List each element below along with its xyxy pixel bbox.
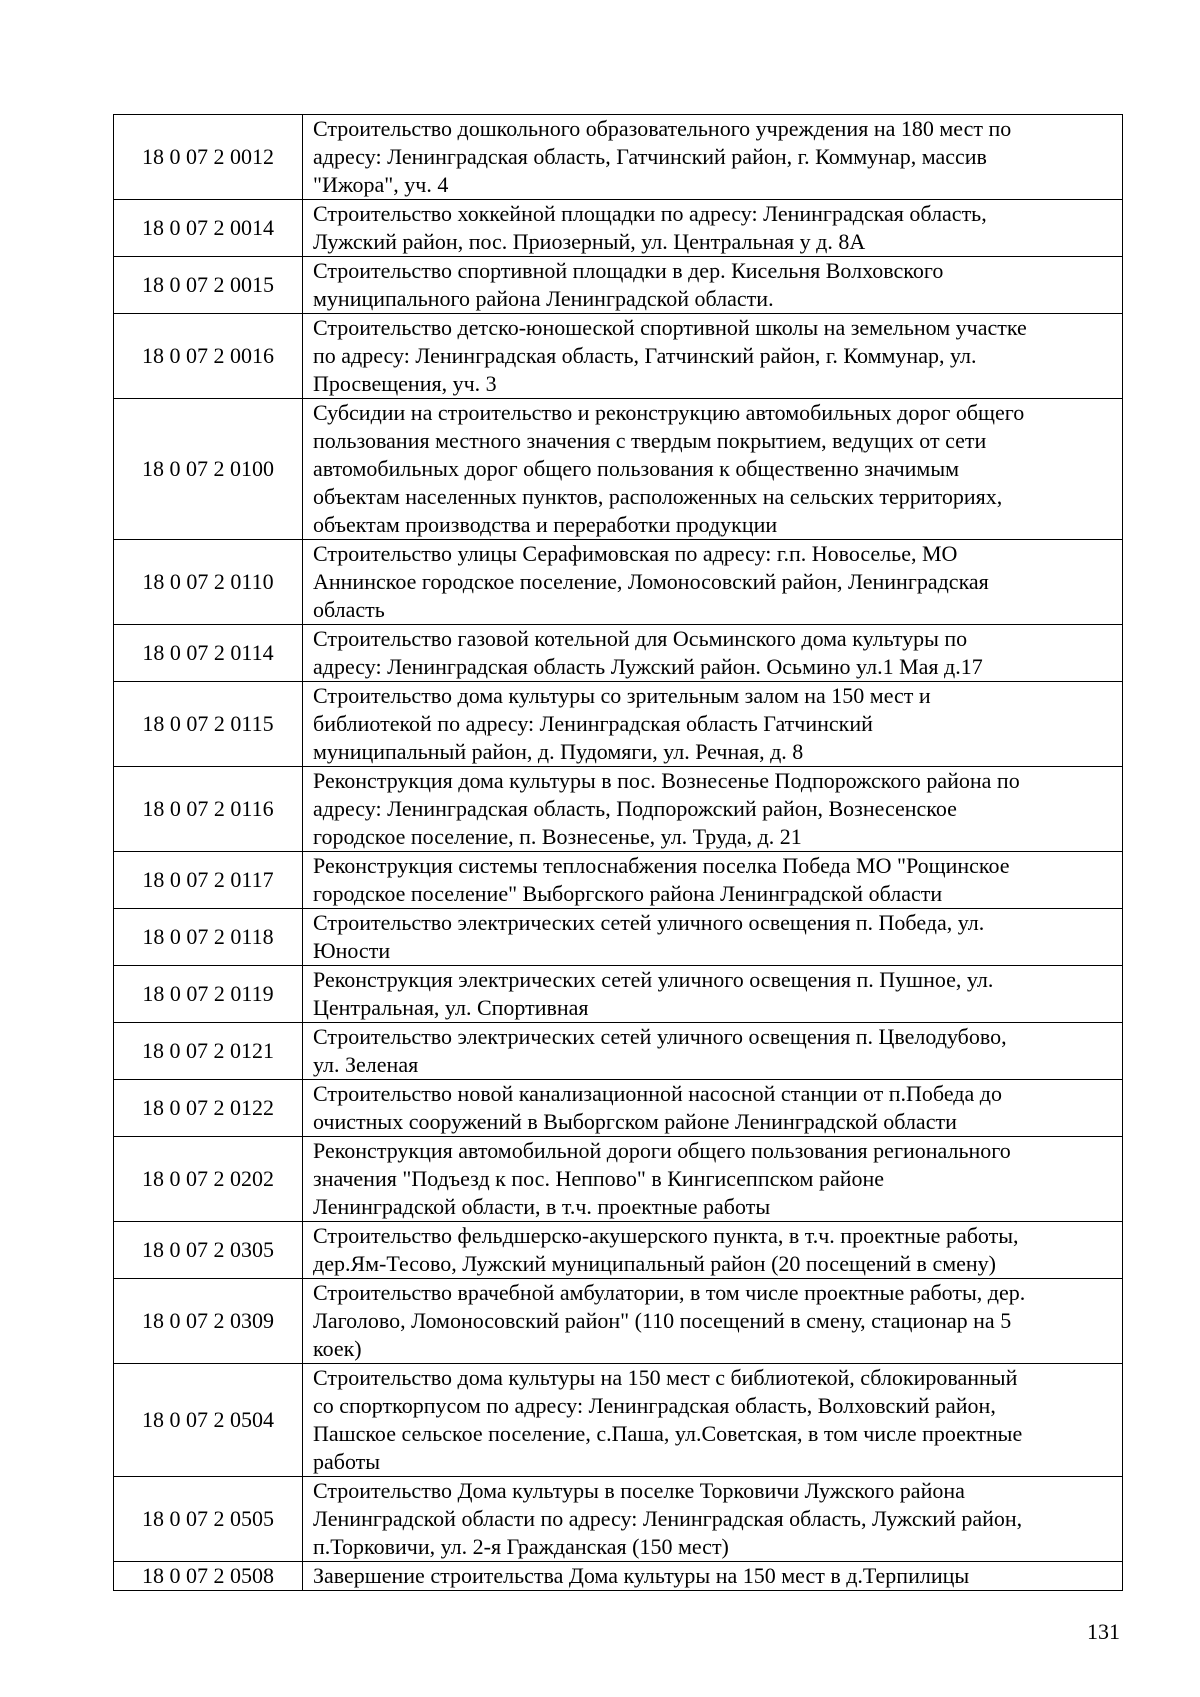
description-line: Ленинградской области, в т.ч. проектные работы	[313, 1194, 771, 1219]
description-cell	[303, 115, 1123, 200]
page-number: 131	[1087, 1619, 1120, 1644]
description-cell	[303, 314, 1123, 399]
description-cell	[303, 1562, 1123, 1591]
description-line: ул. Зеленая	[313, 1052, 419, 1077]
description-line: Лужский район, пос. Приозерный, ул. Центральная у д. 8А	[313, 229, 866, 254]
description-line: Строительство хоккейной площадки по адресу: Ленинградская область,	[313, 201, 987, 226]
budget-code-cell: 18 0 07 2 0504	[114, 1364, 303, 1477]
table-row	[114, 1023, 1123, 1080]
table-row	[114, 540, 1123, 625]
description-line: Реконструкция системы теплоснабжения поселка Победа МО "Рощинское	[313, 853, 1010, 878]
description-line: коек)	[313, 1336, 362, 1361]
description-line: объектам населенных пунктов, расположенных на сельских территориях,	[313, 484, 1003, 509]
description-line: Лаголово, Ломоносовский район" (110 посещений в смену, стационар на 5	[313, 1308, 1012, 1333]
description-line: Реконструкция электрических сетей уличного освещения п. Пушное, ул.	[313, 967, 994, 992]
description-line: Завершение строительства Дома культуры на 150 мест в д.Терпилицы	[313, 1563, 970, 1588]
description-line: Строительство Дома культуры в поселке Торковичи Лужского района	[313, 1478, 965, 1503]
description-line: городское поселение, п. Вознесенье, ул. Труда, д. 21	[313, 824, 802, 849]
table-row	[114, 399, 1123, 540]
table-row	[114, 257, 1123, 314]
description-line: адресу: Ленинградская область, Гатчинский район, г. Коммунар, массив	[313, 144, 987, 169]
description-cell	[303, 1279, 1123, 1364]
description-line: автомобильных дорог общего пользования к общественно значимым	[313, 456, 960, 481]
budget-code-cell: 18 0 07 2 0119	[114, 966, 303, 1023]
budget-code-cell: 18 0 07 2 0508	[114, 1562, 303, 1591]
description-line: Строительство дома культуры со зрительным залом на 150 мест и	[313, 683, 931, 708]
description-line: очистных сооружений в Выборгском районе Ленинградской области	[313, 1109, 957, 1134]
table-row	[114, 1364, 1123, 1477]
description-line: Субсидии на строительство и реконструкцию автомобильных дорог общего	[313, 400, 1025, 425]
description-line: значения "Подъезд к пос. Неппово" в Кингисеппском районе	[313, 1166, 885, 1191]
description-line: Строительство детско-юношеской спортивной школы на земельном участке	[313, 315, 1027, 340]
table-row	[114, 200, 1123, 257]
description-line: муниципальный район, д. Пудомяги, ул. Речная, д. 8	[313, 739, 804, 764]
budget-code-cell: 18 0 07 2 0014	[114, 200, 303, 257]
budget-code-cell: 18 0 07 2 0121	[114, 1023, 303, 1080]
description-cell	[303, 852, 1123, 909]
table-row	[114, 1222, 1123, 1279]
description-cell	[303, 909, 1123, 966]
description-line: п.Торковичи, ул. 2-я Гражданская (150 мест)	[313, 1534, 729, 1559]
budget-code-cell: 18 0 07 2 0116	[114, 767, 303, 852]
description-line: со спорткорпусом по адресу: Ленинградская область, Волховский район,	[313, 1393, 996, 1418]
description-cell	[303, 1222, 1123, 1279]
table-row	[114, 1477, 1123, 1562]
description-cell	[303, 399, 1123, 540]
description-line: Ленинградской области по адресу: Ленинградская область, Лужский район,	[313, 1506, 1023, 1531]
description-line: библиотекой по адресу: Ленинградская область Гатчинский	[313, 711, 873, 736]
budget-code-cell: 18 0 07 2 0122	[114, 1080, 303, 1137]
description-line: дер.Ям-Тесово, Лужский муниципальный район (20 посещений в смену)	[313, 1251, 996, 1276]
table-row	[114, 852, 1123, 909]
description-line: Строительство врачебной амбулатории, в том числе проектные работы, дер.	[313, 1280, 1026, 1305]
description-line: муниципального района Ленинградской области.	[313, 286, 774, 311]
description-line: Центральная, ул. Спортивная	[313, 995, 589, 1020]
description-cell	[303, 767, 1123, 852]
description-line: Строительство электрических сетей уличного освещения п. Цвелодубово,	[313, 1024, 1007, 1049]
table-row	[114, 966, 1123, 1023]
budget-code-cell: 18 0 07 2 0110	[114, 540, 303, 625]
budget-codes-table	[113, 114, 1123, 1591]
description-line: по адресу: Ленинградская область, Гатчинский район, г. Коммунар, ул.	[313, 343, 977, 368]
description-line: адресу: Ленинградская область, Подпорожский район, Вознесенское	[313, 796, 957, 821]
description-cell	[303, 966, 1123, 1023]
budget-code-cell: 18 0 07 2 0012	[114, 115, 303, 200]
description-cell	[303, 1477, 1123, 1562]
description-line: Строительство улицы Серафимовская по адресу: г.п. Новоселье, МО	[313, 541, 958, 566]
description-line: Строительство электрических сетей уличного освещения п. Победа, ул.	[313, 910, 985, 935]
description-cell	[303, 200, 1123, 257]
table-row	[114, 1562, 1123, 1591]
table-row	[114, 1137, 1123, 1222]
description-line: Реконструкция автомобильной дороги общего пользования регионального	[313, 1138, 1011, 1163]
description-cell	[303, 257, 1123, 314]
budget-code-cell: 18 0 07 2 0202	[114, 1137, 303, 1222]
description-line: "Ижора", уч. 4	[313, 172, 449, 197]
table-row	[114, 682, 1123, 767]
description-line: пользования местного значения с твердым покрытием, ведущих от сети	[313, 428, 987, 453]
budget-code-cell: 18 0 07 2 0114	[114, 625, 303, 682]
budget-code-cell: 18 0 07 2 0016	[114, 314, 303, 399]
description-cell	[303, 1137, 1123, 1222]
description-line: Просвещения, уч. 3	[313, 371, 497, 396]
description-line: Строительство новой канализационной насосной станции от п.Победа до	[313, 1081, 1002, 1106]
description-line: область	[313, 597, 385, 622]
description-line: Реконструкция дома культуры в пос. Вознесенье Подпорожского района по	[313, 768, 1020, 793]
table-row	[114, 1080, 1123, 1137]
description-line: Строительство дошкольного образовательного учреждения на 180 мест по	[313, 116, 1012, 141]
budget-code-cell: 18 0 07 2 0015	[114, 257, 303, 314]
description-line: городское поселение" Выборгского района Ленинградской области	[313, 881, 943, 906]
budget-code-cell: 18 0 07 2 0505	[114, 1477, 303, 1562]
description-line: Пашское сельское поселение, с.Паша, ул.Советская, в том числе проектные	[313, 1421, 1023, 1446]
description-line: адресу: Ленинградская область Лужский район. Осьмино ул.1 Мая д.17	[313, 654, 983, 679]
budget-code-cell: 18 0 07 2 0305	[114, 1222, 303, 1279]
description-line: Аннинское городское поселение, Ломоносовский район, Ленинградская	[313, 569, 989, 594]
description-line: Строительство спортивной площадки в дер. Кисельня Волховского	[313, 258, 944, 283]
budget-code-cell: 18 0 07 2 0117	[114, 852, 303, 909]
description-cell	[303, 540, 1123, 625]
description-cell	[303, 1080, 1123, 1137]
description-line: работы	[313, 1449, 381, 1474]
description-cell	[303, 625, 1123, 682]
description-cell	[303, 1364, 1123, 1477]
table-row	[114, 767, 1123, 852]
description-line: Строительство фельдшерско-акушерского пункта, в т.ч. проектные работы,	[313, 1223, 1019, 1248]
budget-code-cell: 18 0 07 2 0115	[114, 682, 303, 767]
description-line: Строительство газовой котельной для Осьминского дома культуры по	[313, 626, 968, 651]
table-row	[114, 314, 1123, 399]
table-body	[114, 115, 1123, 1591]
table-row	[114, 115, 1123, 200]
description-cell	[303, 1023, 1123, 1080]
budget-code-cell: 18 0 07 2 0118	[114, 909, 303, 966]
budget-code-cell: 18 0 07 2 0309	[114, 1279, 303, 1364]
description-line: Строительство дома культуры на 150 мест с библиотекой, сблокированный	[313, 1365, 1018, 1390]
table-row	[114, 909, 1123, 966]
description-cell	[303, 682, 1123, 767]
table-row	[114, 1279, 1123, 1364]
table-row	[114, 625, 1123, 682]
description-line: объектам производства и переработки продукции	[313, 512, 778, 537]
budget-code-cell: 18 0 07 2 0100	[114, 399, 303, 540]
description-line: Юности	[313, 938, 391, 963]
